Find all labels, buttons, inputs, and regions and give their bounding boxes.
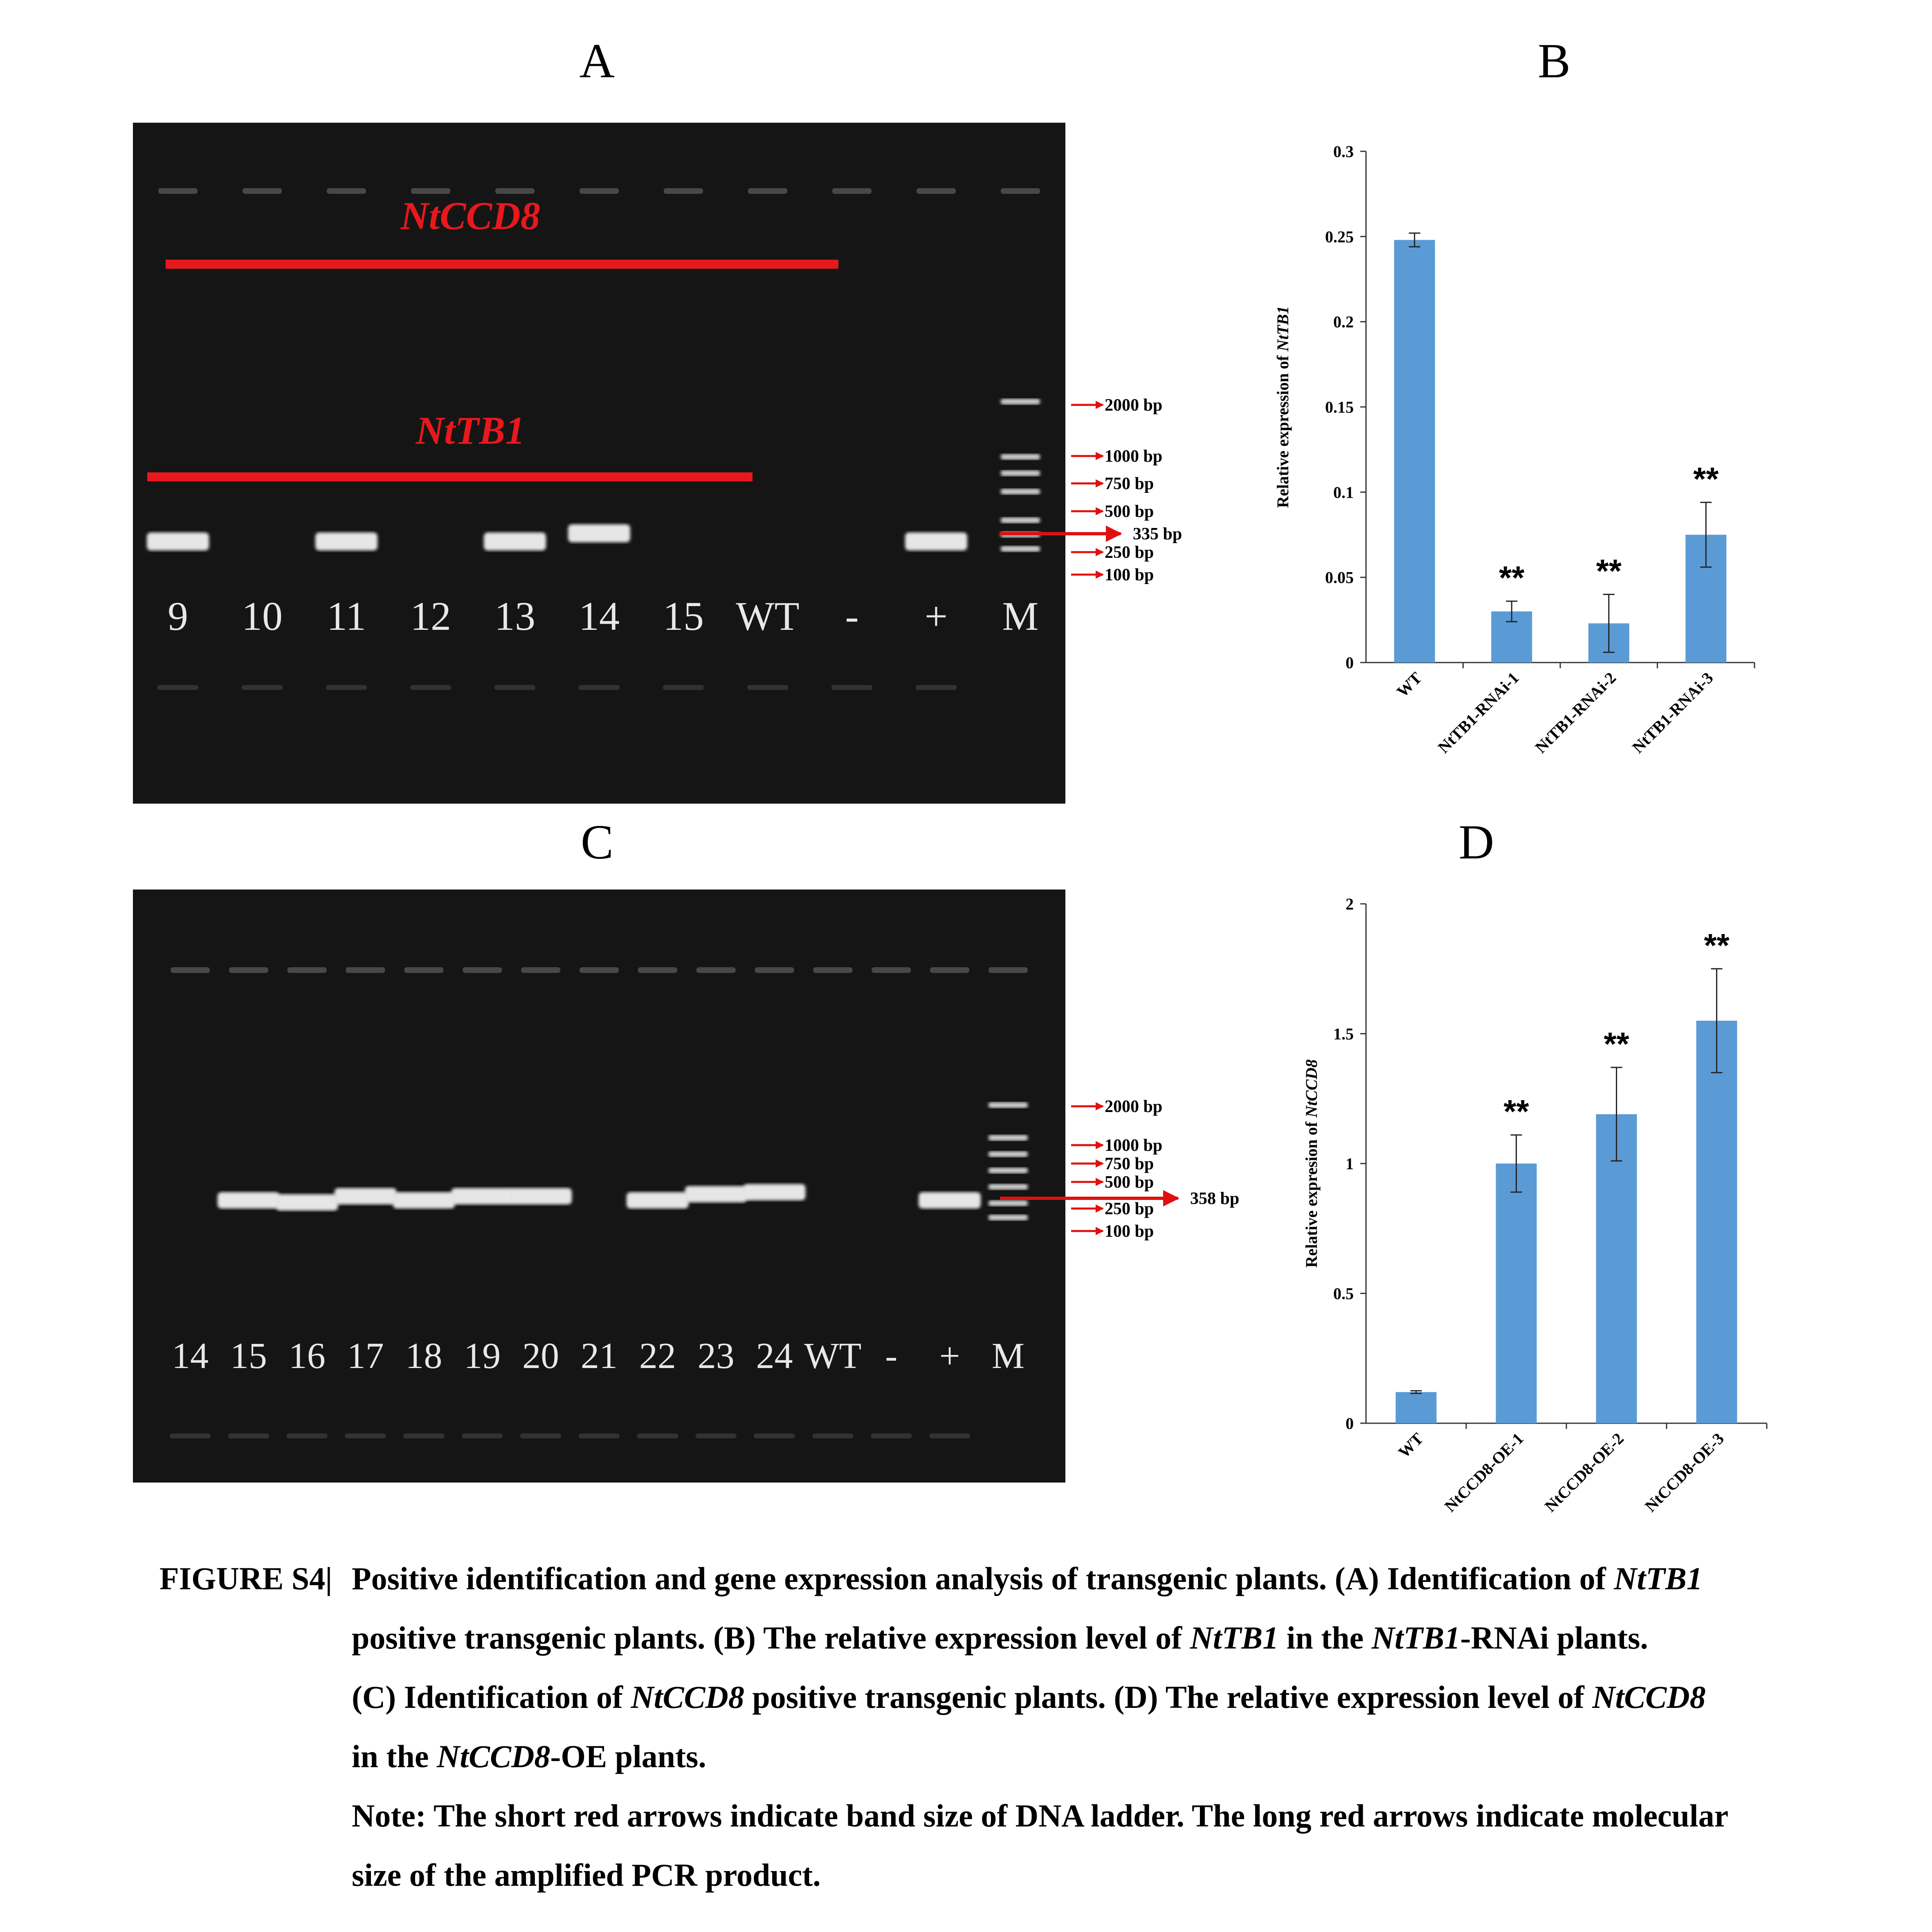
product-size-label: 335 bp — [1133, 525, 1182, 544]
bar — [1496, 1164, 1537, 1423]
gel-well — [327, 188, 366, 194]
lane-label: 23 — [697, 1336, 735, 1376]
category-label: NtTB1-RNAi-3 — [1628, 668, 1717, 757]
gel-well — [463, 967, 502, 973]
gene-bracket-line — [166, 260, 838, 269]
category-label: WT — [1393, 668, 1426, 701]
pcr-band — [568, 524, 630, 542]
gel-background — [133, 123, 1065, 804]
gel-smear — [929, 1433, 970, 1438]
category-label: NtCCD8-OE-3 — [1641, 1429, 1728, 1516]
gel-smear — [696, 1433, 737, 1438]
gel-well — [580, 188, 619, 194]
gel-smear — [462, 1433, 503, 1438]
ladder-band — [988, 1200, 1028, 1206]
gel-well — [1001, 188, 1040, 194]
y-tick-label: 0.1 — [1333, 483, 1354, 502]
lane-label: WT — [804, 1336, 862, 1376]
category-label: NtCCD8-OE-1 — [1440, 1429, 1527, 1516]
lane-label: 19 — [464, 1336, 501, 1376]
pcr-band — [744, 1184, 806, 1200]
caption-line-1: Positive identification and gene expression analysis of transgenic plants. (A) Identification of NtTB1 — [352, 1561, 1703, 1596]
ladder-band — [988, 1184, 1028, 1190]
gel-smear — [579, 685, 620, 690]
y-tick-label: 0.05 — [1325, 568, 1354, 587]
gel-smear — [170, 1433, 211, 1438]
ladder-size-label: 100 bp — [1105, 566, 1154, 584]
ladder-band — [988, 1135, 1028, 1141]
y-tick-label: 0.25 — [1325, 227, 1354, 246]
gel-well — [988, 967, 1028, 973]
y-tick-label: 0 — [1346, 654, 1354, 672]
significance-marker: ** — [1596, 553, 1622, 589]
ladder-size-label: 2000 bp — [1105, 1097, 1163, 1116]
lane-label: 17 — [347, 1336, 384, 1376]
ladder-size-label: 1000 bp — [1105, 447, 1163, 466]
caption-line-2: positive transgenic plants. (B) The relative expression level of NtTB1 in the NtTB1-RNAi plants. — [352, 1620, 1648, 1656]
gel-smear — [916, 685, 957, 690]
gel-well — [917, 188, 956, 194]
ladder-band — [988, 1215, 1028, 1220]
lane-label: - — [845, 593, 859, 639]
bar — [1696, 1021, 1737, 1423]
y-tick-label: 0.15 — [1325, 398, 1354, 416]
significance-marker: ** — [1503, 1093, 1529, 1130]
gel-well — [580, 967, 619, 973]
lane-label: 11 — [326, 593, 366, 639]
category-label: NtTB1-RNAi-2 — [1531, 668, 1620, 757]
gel-smear — [345, 1433, 386, 1438]
lane-label: 18 — [405, 1336, 443, 1376]
gel-smear — [747, 685, 788, 690]
pcr-band — [484, 532, 546, 550]
ladder-band — [1001, 489, 1040, 494]
y-axis-label-text: Relative expresion of — [1302, 1117, 1321, 1268]
significance-marker: ** — [1499, 559, 1525, 596]
y-tick-label: 0.2 — [1333, 312, 1354, 331]
gel-smear — [494, 685, 535, 690]
pcr-band — [905, 532, 967, 550]
gel-well — [411, 188, 450, 194]
gene-bracket-line — [147, 472, 753, 481]
bar-chart-d — [1302, 895, 1767, 1515]
ladder-band — [988, 1151, 1028, 1157]
gel-smear — [754, 1433, 795, 1438]
panel-letter-c: C — [580, 815, 614, 869]
y-axis-label — [1274, 306, 1292, 508]
pcr-band — [218, 1192, 280, 1209]
product-size-label: 358 bp — [1190, 1189, 1240, 1208]
lane-label: 14 — [579, 593, 620, 639]
pcr-band — [147, 532, 209, 550]
caption-line-3: (C) Identification of NtCCD8 positive transgenic plants. (D) The relative expression level of NtCCD8 — [352, 1679, 1706, 1715]
y-tick-label: 0 — [1346, 1414, 1354, 1433]
y-tick-label: 0.3 — [1333, 142, 1354, 161]
gel-well — [243, 188, 282, 194]
ladder-size-label: 250 bp — [1105, 543, 1154, 562]
pcr-band — [335, 1188, 397, 1204]
gel-smear — [157, 685, 198, 690]
gel-well — [832, 188, 872, 194]
gel-well — [696, 967, 736, 973]
gel-smear — [242, 685, 283, 690]
lane-label: 14 — [172, 1336, 209, 1376]
lane-label: 10 — [242, 593, 283, 639]
pcr-band — [315, 532, 377, 550]
pcr-band — [276, 1194, 338, 1211]
caption-line-4: in the NtCCD8-OE plants. — [352, 1739, 706, 1774]
caption-line-5: Note: The short red arrows indicate band size of DNA ladder. The long red arrows indicate molecular — [352, 1798, 1729, 1833]
y-tick-label: 1.5 — [1333, 1024, 1354, 1043]
gel-well — [664, 188, 703, 194]
panel-letter-b: B — [1537, 34, 1571, 88]
category-label: NtTB1-RNAi-1 — [1434, 668, 1523, 757]
lane-label: 24 — [756, 1336, 793, 1376]
category-label: WT — [1394, 1429, 1427, 1462]
lane-label: 22 — [639, 1336, 676, 1376]
ladder-band — [1001, 470, 1040, 476]
gel-well — [521, 967, 560, 973]
ladder-band — [1001, 517, 1040, 523]
pcr-band — [919, 1192, 981, 1209]
ladder-band — [1001, 546, 1040, 552]
gel-well — [495, 188, 535, 194]
y-tick-label: 1 — [1346, 1155, 1354, 1173]
category-label: NtCCD8-OE-2 — [1541, 1429, 1627, 1516]
lane-label: 20 — [522, 1336, 559, 1376]
gel-well — [404, 967, 443, 973]
significance-marker: ** — [1704, 927, 1730, 964]
pcr-band — [685, 1186, 747, 1202]
gel-smear — [520, 1433, 561, 1438]
gene-label: NtCCD8 — [400, 194, 540, 238]
y-axis-label-gene: NtTB1 — [1274, 306, 1292, 352]
caption-label: FIGURE S4| — [160, 1561, 332, 1596]
lane-label: 21 — [581, 1336, 618, 1376]
gel-well — [813, 967, 852, 973]
caption-line-6: size of the amplified PCR product. — [352, 1857, 821, 1893]
pcr-band — [451, 1188, 513, 1204]
lane-label: 15 — [663, 593, 704, 639]
gel-well — [346, 967, 385, 973]
ladder-band — [988, 1168, 1028, 1173]
pcr-band — [627, 1192, 689, 1209]
ladder-size-label: 750 bp — [1105, 474, 1154, 493]
ladder-size-label: 500 bp — [1105, 502, 1154, 521]
bar — [1396, 1392, 1437, 1423]
ladder-size-label: 2000 bp — [1105, 396, 1163, 415]
lane-label: M — [991, 1336, 1025, 1376]
lane-label: + — [939, 1336, 960, 1376]
ladder-size-label: 250 bp — [1105, 1200, 1154, 1218]
gel-image-a — [133, 123, 1182, 804]
ladder-size-label: 1000 bp — [1105, 1136, 1163, 1155]
gel-well — [229, 967, 268, 973]
gel-well — [930, 967, 969, 973]
y-axis-label-gene: NtCCD8 — [1302, 1059, 1321, 1118]
lane-label: - — [885, 1336, 898, 1376]
y-tick-label: 2 — [1346, 895, 1354, 913]
ladder-size-label: 100 bp — [1105, 1222, 1154, 1241]
gel-background — [133, 890, 1065, 1483]
gel-smear — [663, 685, 704, 690]
gel-well — [158, 188, 198, 194]
y-tick-label: 0.5 — [1333, 1284, 1354, 1303]
ladder-band — [988, 1102, 1028, 1108]
gel-smear — [228, 1433, 269, 1438]
y-axis-label-text: Relative expression of — [1274, 351, 1292, 508]
gel-smear — [812, 1433, 853, 1438]
lane-label: + — [924, 593, 948, 639]
ladder-band — [1001, 399, 1040, 404]
ladder-band — [1001, 454, 1040, 460]
lane-label: 12 — [410, 593, 451, 639]
gel-well — [171, 967, 210, 973]
panel-letter-a: A — [579, 34, 615, 88]
lane-label: WT — [736, 593, 800, 639]
gel-smear — [326, 685, 367, 690]
significance-marker: ** — [1604, 1026, 1629, 1063]
panel-letter-d: D — [1458, 815, 1494, 869]
bar — [1394, 240, 1435, 663]
gel-well — [748, 188, 787, 194]
lane-label: 9 — [168, 593, 188, 639]
lane-label: M — [1002, 593, 1039, 639]
gel-smear — [579, 1433, 620, 1438]
gel-smear — [871, 1433, 912, 1438]
lane-label: 13 — [494, 593, 535, 639]
ladder-size-label: 500 bp — [1105, 1173, 1154, 1192]
gel-smear — [831, 685, 872, 690]
significance-marker: ** — [1693, 461, 1719, 497]
gel-well — [755, 967, 794, 973]
gel-smear — [403, 1433, 444, 1438]
gel-smear — [287, 1433, 328, 1438]
pcr-band — [510, 1188, 572, 1204]
gel-well — [638, 967, 677, 973]
gel-well — [288, 967, 327, 973]
y-axis-label — [1302, 1059, 1321, 1267]
gel-smear — [410, 685, 451, 690]
gel-smear — [637, 1433, 678, 1438]
pcr-band — [393, 1192, 455, 1209]
lane-label: 15 — [230, 1336, 267, 1376]
ladder-size-label: 750 bp — [1105, 1155, 1154, 1173]
bar-chart-b — [1274, 142, 1755, 757]
lane-label: 16 — [288, 1336, 326, 1376]
gene-label: NtTB1 — [416, 409, 525, 452]
gel-well — [872, 967, 911, 973]
